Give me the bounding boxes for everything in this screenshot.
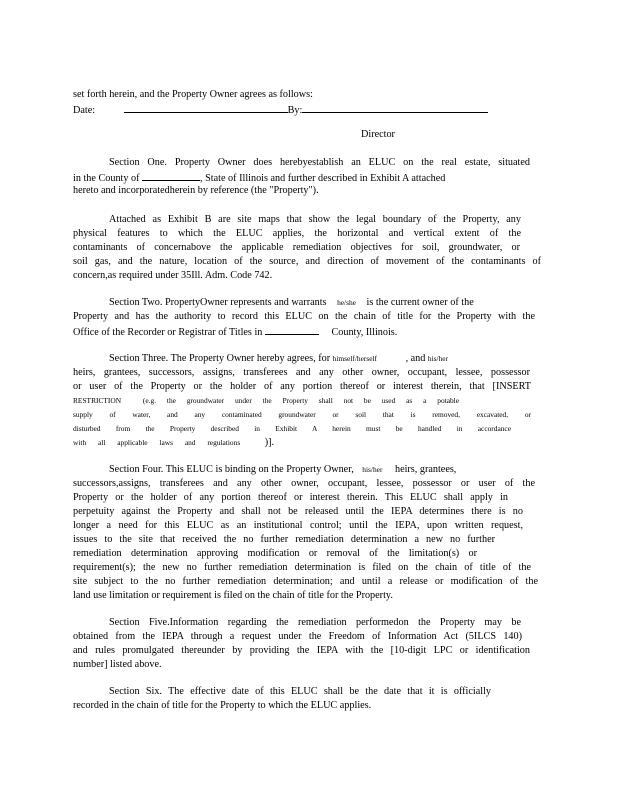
section-three-line-3: or user of the Property or the holder of any portion thereof or interest therein, that [INSERT [73, 381, 531, 392]
section-four-line-2: successors,assigns, transferees and any other owner, occupant, lessee, possessor or user of the [73, 478, 535, 489]
date-signature-line [73, 102, 541, 118]
attached-line-1: Attached as Exhibit B are site maps that show the legal boundary of the Property, any [109, 214, 521, 225]
section-six-line-2: recorded in the chain of title for the Property to which the ELUC applies. [73, 700, 372, 711]
intro-line: set forth herein, and the Property Owner agrees as follows: [73, 89, 313, 100]
attached-line-2: physical features to which the ELUC applies, the horizontal and vertical extent of the [73, 228, 521, 239]
section-one-line-1: Section One. Property Owner does herebyestablish an ELUC on the real estate, situated [109, 157, 530, 168]
section-three-text-a: Section Three. The Property Owner hereby agrees, for [109, 353, 331, 364]
section-four-text-a: Section Four. This ELUC is binding on the Property Owner, [109, 464, 354, 475]
signature-blank [302, 102, 488, 113]
county-blank [142, 170, 200, 181]
section-four-line-4: perpetuity against the Property and shall not be released until the IEPA determines there is no [73, 506, 523, 517]
section-one-line-3: hereto and incorporatedherein by reference (the "Property"). [73, 185, 319, 196]
section-two-line-1 [109, 296, 534, 310]
section-six-line-1: Section Six. The effective date of this ELUC shall be the date that it is officially [109, 686, 491, 697]
section-two-county-illinois: County, Illinois. [331, 327, 398, 338]
section-two-recorder-text: Office of the Recorder or Registrar of Titles in [73, 327, 263, 338]
section-three-text-b: , and [405, 353, 426, 364]
section-two-text-b: is the current owner of the [366, 297, 474, 308]
section-four-line-3: Property or the holder of any portion thereof or interest therein. This ELUC shall apply in [73, 492, 508, 503]
section-four-line-10: land use limitation or requirement is filed on the chain of title for the Property. [73, 590, 393, 601]
section-three-restriction-text: (e.g. the groundwater under the Property shall not be used as a potable [142, 396, 460, 405]
date-blank [124, 102, 288, 113]
section-four-pronoun: his/her [362, 465, 383, 474]
section-three-restriction-label: RESTRICTION [73, 396, 122, 405]
section-five-line-4: number] listed above. [73, 659, 162, 670]
section-four-line-9: site subject to the no further remediation determination; and until a release or modification of the [73, 576, 538, 587]
section-two-pronoun: he/she [337, 298, 356, 307]
section-three-laws-text: with all applicable laws and regulations [73, 438, 241, 447]
section-five-line-3: and rules promulgated thereunder by providing the IEPA with the [10-digit LPC or identification [73, 645, 530, 656]
section-three-line-5: supply of water, and any contaminated groundwater or soil that is removed, excavated, or [73, 410, 531, 419]
section-four-line-1 [109, 463, 533, 477]
section-three-pronoun-2: his/her [427, 354, 449, 363]
attached-line-5: concern,as required under 35Ill. Adm. Code 742. [73, 270, 273, 281]
attached-line-4: soil gas, and the nature, location of the source, and direction of movement of the contaminants of [73, 256, 541, 267]
section-four-line-8: requirement(s); the new no further remediation determination is filed on the chain of title of the [73, 562, 531, 573]
section-three-line-2: heirs, grantees, successors, assigns, transferees and any other owner, occupant, lessee, possessor [73, 367, 530, 378]
section-three-close: )]. [264, 437, 275, 448]
section-five-line-2: obtained from the IEPA through a request under the Freedom of Information Act (5ILCS 140) [73, 631, 522, 642]
section-two-text-a: Section Two. PropertyOwner represents and warrants [109, 297, 327, 308]
by-label: By: [287, 105, 303, 116]
section-five-line-1: Section Five.Information regarding the remediation performedon the Property may be [109, 617, 521, 628]
section-three-line-1 [109, 352, 529, 366]
section-three-line-7 [73, 436, 541, 450]
section-four-line-6: issues to the site that received the no further remediation determination a new no further [73, 534, 495, 545]
signer-title: Director [361, 129, 395, 140]
section-four-line-7: remediation determination approving modification or removal of the limitation(s) or [73, 548, 477, 559]
attached-line-3: contaminants of concernabove the applicable remediation objectives for soil, groundwater, or [73, 242, 520, 253]
section-three-line-6: disturbed from the Property described in Exhibit A herein must be handled in accordance [73, 424, 511, 433]
section-one-county-rest: , State of Illinois and further described in Exhibit A attached [200, 173, 446, 184]
section-three-pronoun-1: himself/herself [332, 354, 378, 363]
section-three-line-4 [73, 394, 503, 408]
section-two-line-3 [73, 324, 541, 340]
recorder-county-blank [265, 324, 319, 335]
section-four-text-b: heirs, grantees, [394, 464, 457, 475]
section-four-line-5: longer a need for this ELUC as an institutional control; until the IEPA, upon written request, [73, 520, 523, 531]
section-two-line-2: Property and has the authority to record this ELUC on the chain of title for the Property with the [73, 311, 535, 322]
date-label: Date: [73, 105, 96, 116]
section-one-county-label: in the County of [73, 173, 140, 184]
